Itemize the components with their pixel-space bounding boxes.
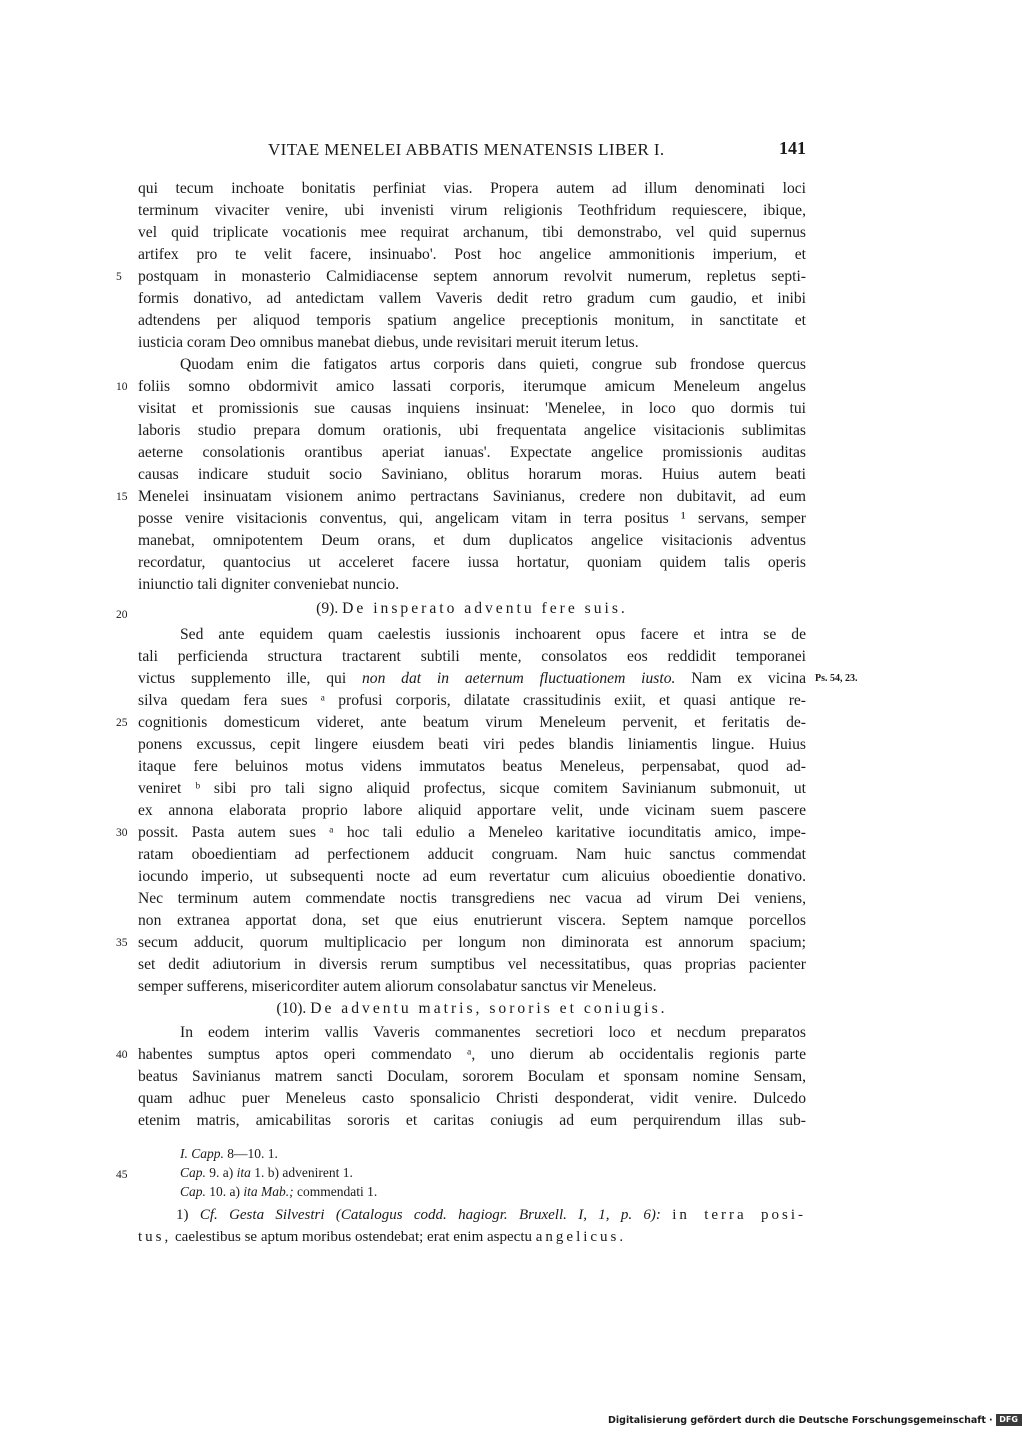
text-line: Nec terminum autem commendate noctis transgrediens nec vacua ad virum Dei veniens,	[138, 890, 806, 907]
text-line: cognitionis domesticum videret, ante beatum virum Meneleum pervenit, et feritatis de-	[138, 714, 806, 731]
text-line: artifex pro te velit facere, insinuabo'. Post hoc angelice ammonitionis imperium, et	[138, 246, 806, 263]
dfg-logo: DFG	[996, 1414, 1022, 1426]
text-line: posse venire visitacionis conventus, qui, angelicam vitam in terra positus ¹ servans, semper	[138, 510, 806, 527]
text-line: set dedit adiutorium in diversis rerum sumptibus vel necessitatibus, quas proprias pacienter	[138, 956, 806, 973]
page-number: 141	[779, 138, 806, 158]
text-line: beatus Savinianus matrem sancti Doculam, sororem Boculam et sponsam nomine Sensam,	[138, 1068, 806, 1085]
psalm-quotation: non dat in aeternum fluctuationem iusto.	[361, 670, 676, 687]
section-heading-9	[138, 598, 806, 620]
marginal-reference: Ps. 54, 23.	[815, 673, 858, 684]
text-line: visitat et promissionis sue causas inquiens insinuat: 'Menelee, in loco quo dormis tui	[138, 400, 806, 417]
line-number: 45	[116, 1169, 128, 1181]
line-number: 20	[116, 609, 128, 621]
heading-text: De adventu matris, sororis et coniugis.	[310, 1000, 668, 1017]
text-line: itaque fere beluinos motus videns immutatos beatus Meneleus, perpensabat, quod ad-	[138, 758, 806, 775]
credit-text: Digitalisierung gefördert durch die Deutsche Forschungsgemeinschaft	[608, 1414, 986, 1426]
text-line: ex annona elaborata proprio labore aliquid apportare velit, unde vicinam suem pascere	[138, 802, 806, 819]
text-line: semper sufferens, misericorditer autem aliorum consolabatur sanctus vir Meneleus.	[138, 978, 657, 995]
text-line: tali perficienda structura tractarent subtili mente, consolatos eos reddidit temporanei	[138, 648, 806, 665]
footnote-line: 1) Cf. Gesta Silvestri (Catalogus codd. hagiogr. Bruxell. I, 1, p. 6): in terra posi-	[176, 1207, 807, 1223]
text-line: non extranea apportat dona, set que eius enutrierunt viscera. Septem namque porcellos	[138, 912, 806, 929]
text-line: laboris studio prepara domum orationis, ubi frequentata angelice visitacionis sublimitas	[138, 422, 806, 439]
text-line: habentes sumptus aptos operi commendato ᵃ, uno dierum ab occidentalis regionis parte	[138, 1046, 806, 1063]
paragraph-3	[138, 624, 806, 998]
text-line: manebat, omnipotentem Deum orans, et dum duplicatos angelice visitacionis adventus	[138, 532, 806, 549]
paragraph-2	[138, 354, 806, 596]
line-number: 5	[116, 271, 122, 283]
text-line: qui tecum inchoate bonitatis perfiniat vias. Propera autem ad illum denominati loci	[138, 180, 806, 197]
text-line: ponens excussus, cepit lingere eiusdem beati viri pedes blandis liniamentis lingue. Huius	[138, 736, 806, 753]
text-line: possit. Pasta autem sues ᵃ hoc tali edulio a Meneleo karitative iocunditatis amico, impe-	[138, 824, 806, 841]
paragraph-4	[138, 1022, 806, 1132]
text-line: vel quid triplicate vocationis mee requirat archanum, tibi demonstrabo, vel quid supernus	[138, 224, 806, 241]
text-line-psalm-quote: victus supplemento ille, qui non dat in aeternum fluctuationem iusto. Nam ex vicina	[138, 670, 807, 687]
digitization-credit	[608, 1414, 1022, 1426]
text-line: causas indicare studuit socio Saviniano, oblitus horarum moras. Huius autem beati	[138, 466, 806, 483]
running-header	[0, 140, 1000, 164]
text-line: silva quedam fera sues ᵃ profusi corporis, dilatate crassitudinis exiit, et quasi antique re-	[138, 692, 806, 709]
text-line: quam adhuc puer Meneleus casto sponsalicio Christi desponderat, vidit venire. Dulcedo	[138, 1090, 806, 1107]
apparatus-line: Cap. 10. a) ita Mab.; commendati 1.	[180, 1184, 378, 1199]
text-line: In eodem interim vallis Vaveris commanentes secretiori loco et necdum preparatos	[180, 1024, 806, 1041]
paragraph-1	[138, 178, 806, 354]
running-title: VITAE MENELEI ABBATIS MENATENSIS LIBER I.	[268, 140, 665, 159]
line-number: 25	[116, 717, 128, 729]
text-line: terminum vivaciter venire, ubi invenisti virum religionis Teothfridum requiescere, ibique,	[138, 202, 806, 219]
heading-text: De insperato adventu fere suis.	[342, 600, 628, 617]
line-number: 35	[116, 937, 128, 949]
footnote-line: tus, caelestibus se aptum moribus ostendebat; erat enim aspectu angelicus.	[138, 1229, 627, 1245]
apparatus-line: Cap. 9. a) ita 1. b) advenirent 1.	[180, 1165, 353, 1180]
text-line: Menelei insinuatam visionem animo pertractans Savinianus, credere non dubitavit, ad eum	[138, 488, 806, 505]
text-line: iniunctio tali digniter conveniebat nuncio.	[138, 576, 400, 593]
section-heading-10	[138, 998, 806, 1020]
footnote	[138, 1204, 806, 1248]
text-line: Quodam enim die fatigatos artus corporis dans quieti, congrue sub frondose quercus	[180, 356, 806, 373]
line-number: 15	[116, 491, 128, 503]
critical-apparatus	[138, 1144, 806, 1201]
line-number: 10	[116, 381, 128, 393]
line-number: 30	[116, 827, 128, 839]
credit-separator: ·	[988, 1414, 993, 1426]
heading-number: (9).	[316, 600, 339, 617]
text-line: iocundo imperio, ut subsequenti nocte ad eum revertatur cum alicuius oboedientie donativo.	[138, 868, 806, 885]
apparatus-line: I. Capp. 8—10. 1.	[180, 1146, 278, 1161]
text-line: postquam in monasterio Calmidiacense septem annorum revolvit numerum, repletus septi-	[138, 268, 806, 285]
text-line: Sed ante equidem quam caelestis iussionis inchoarent opus facere et intra se de	[180, 626, 806, 643]
line-number: 40	[116, 1049, 128, 1061]
text-line: etenim matris, amicabilitas sororis et caritas coniugis ad eum perquirendum illas sub-	[138, 1112, 806, 1129]
text-line: veniret ᵇ sibi pro tali signo aliquid profectus, sicque comitem Savinianum submonuit, ut	[138, 780, 806, 797]
text-line: iusticia coram Deo omnibus manebat diebus, unde revisitari meruit iterum letus.	[138, 334, 639, 351]
text-line: foliis somno obdormivit amico lassati corporis, iterumque amicum Meneleum angelus	[138, 378, 806, 395]
text-line: recordatur, quantocius ut acceleret facere iussa hortatur, quoniam quidem talis operis	[138, 554, 806, 571]
text-line: aeterne consolationis orantibus aperiat ianuas'. Expectate angelice promissionis auditas	[138, 444, 806, 461]
text-line: ratam oboedientiam ad perfectionem adducit congruam. Nam huic sanctus commendat	[138, 846, 806, 863]
text-line: formis donativo, ad antedictam vallem Vaveris dedit retro gradum cum gaudio, et inibi	[138, 290, 806, 307]
text-line: secum adducit, quorum multiplicacio per longum non diminorata est annorum spacium;	[138, 934, 806, 951]
heading-number: (10).	[276, 1000, 307, 1017]
text-line: adtendens per aliquod temporis spatium angelice preceptionis monitum, in sanctitate et	[138, 312, 806, 329]
